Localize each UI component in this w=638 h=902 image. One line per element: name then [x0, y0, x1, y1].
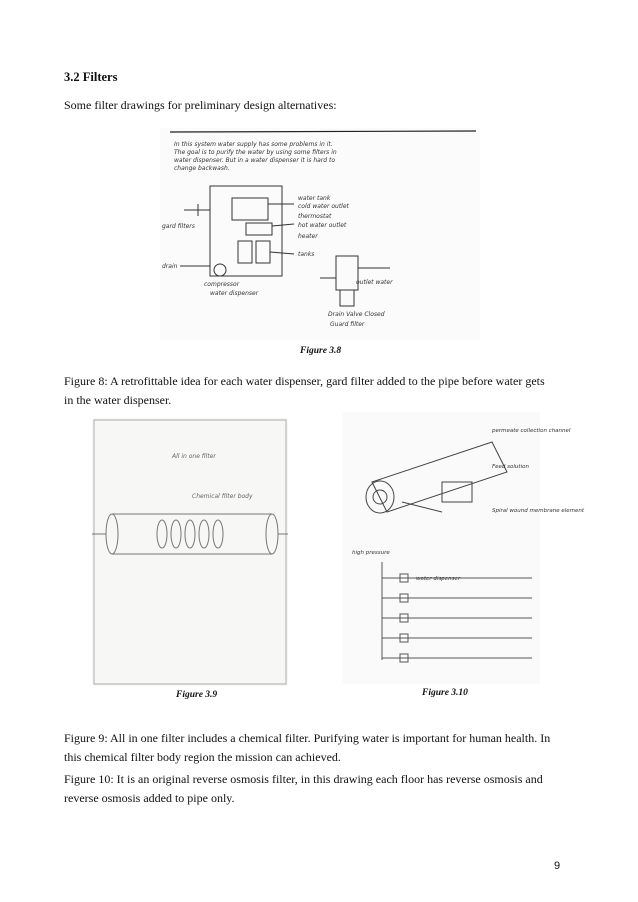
label-water-dispenser: water dispenser	[210, 290, 259, 297]
label-permeate-collection: permeate collection channel	[492, 428, 571, 434]
page-number: 9	[554, 860, 561, 872]
label-water-tank: water tank	[298, 195, 331, 202]
label-thermostat: thermostat	[298, 213, 332, 220]
figure-3-8-caption: Figure 3.8	[300, 346, 342, 356]
section-heading: 3.2 Filters	[64, 70, 118, 84]
intro-paragraph: Some filter drawings for preliminary design alternatives:	[64, 98, 337, 112]
figure-8-description: Figure 8: A retrofittable idea for each water dispenser, gard filter added to the pipe before water gets in the water dispenser.	[64, 374, 545, 407]
all-in-one-filter-sketch	[92, 418, 288, 686]
label-high-pressure: high pressure	[352, 550, 390, 556]
figure-9-description: Figure 9: All in one filter includes a chemical filter. Purifying water is important for human health. In this chemical filter body region the mission can achieved.	[64, 731, 551, 764]
label-drain: drain	[162, 263, 178, 270]
figure-3-9-caption: Figure 3.9	[176, 690, 218, 700]
sketch-note: In this system water supply has some problems in it. The goal is to purify the water by using some filters in water dispenser. But in a water dispenser it is hard to change backwash.	[174, 141, 337, 172]
label-heater: heater	[298, 233, 318, 240]
figure-10-description: Figure 10: It is an original reverse osmosis filter, in this drawing each floor has reverse osmosis and reverse osmosis added to pipe only.	[64, 772, 543, 805]
label-all-in-one: All in one filter	[172, 453, 216, 460]
label-feed-solution: Feed solution	[492, 464, 529, 470]
water-dispenser-sketch	[160, 128, 480, 340]
figure-3-10-caption: Figure 3.10	[422, 688, 468, 698]
label-compressor: compressor	[204, 281, 240, 288]
reverse-osmosis-sketch	[342, 412, 585, 684]
label-tanks: tanks	[298, 251, 315, 258]
label-guard-filter: Guard filter	[330, 321, 365, 328]
label-outlet: outlet water	[356, 279, 393, 286]
label-drain-valve: Drain Valve Closed	[328, 311, 385, 318]
figure-3-10-sketch	[342, 412, 585, 684]
figure-3-9-sketch	[92, 418, 288, 686]
label-chemical-filter-body: Chemical filter body	[192, 493, 253, 500]
label-hot-water-outlet: hot water outlet	[298, 222, 347, 229]
label-cold-water-outlet: cold water outlet	[298, 203, 349, 210]
label-water-dispenser-ro: water dispenser	[416, 576, 461, 582]
label-gard-filters: gard filters	[162, 223, 195, 230]
figure-3-8-sketch	[160, 128, 480, 340]
label-spiral-wound: Spiral wound membrane element	[492, 508, 585, 514]
